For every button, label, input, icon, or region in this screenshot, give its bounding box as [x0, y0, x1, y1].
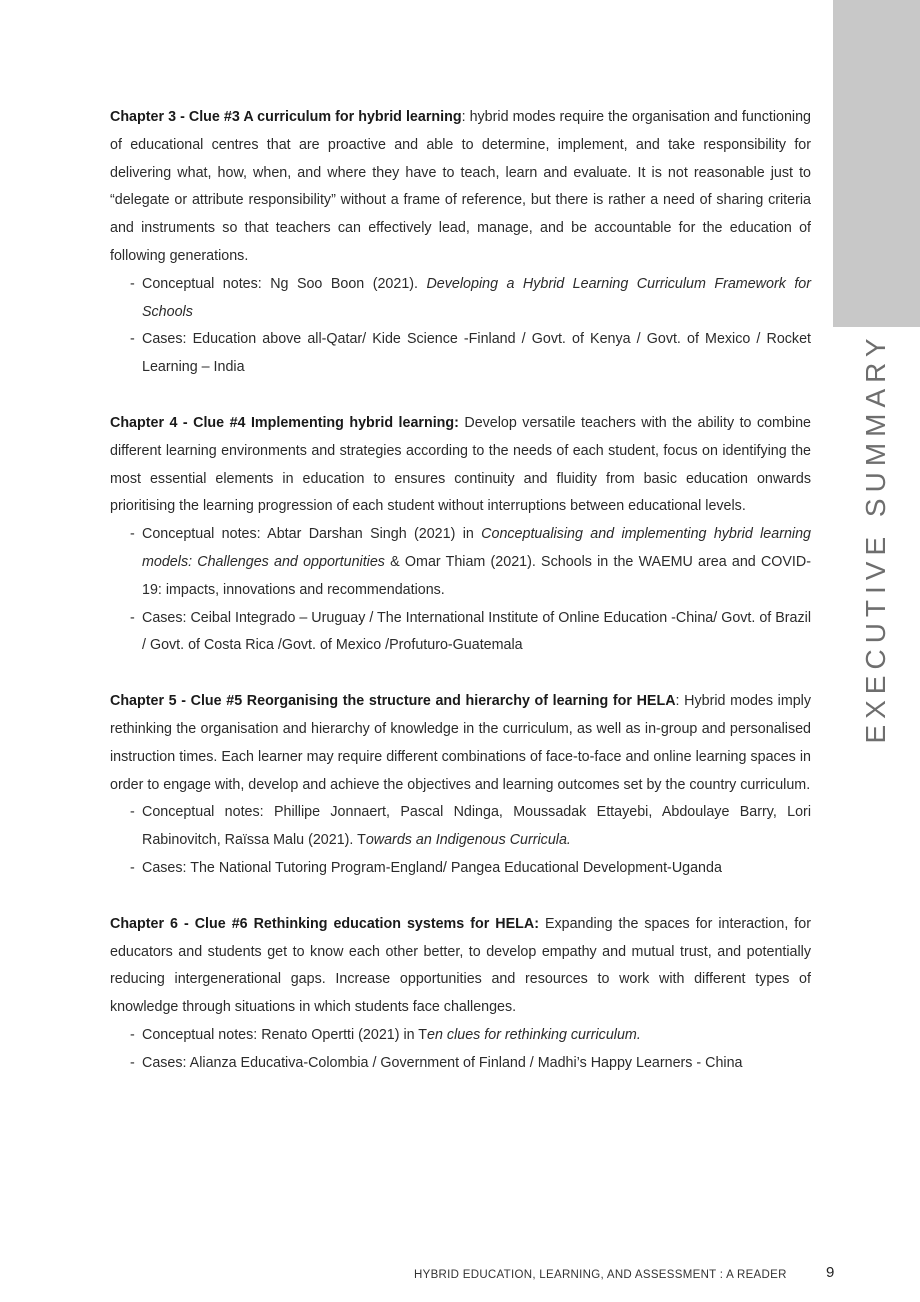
chapter-heading: Chapter 3 - Clue #3 A curriculum for hybrid learning [110, 109, 462, 125]
note-text: Conceptual notes: Renato Opertti (2021) in T [142, 1026, 428, 1043]
chapter-4 [110, 410, 811, 521]
note-text: Conceptual notes: Phillipe Jonnaert, Pascal Ndinga, Moussadak Ettayebi, Abdoulaye Barry, Lori Rabinovitch, Raïssa Malu (2021). T [142, 804, 811, 849]
chapter-body: Expanding the spaces for interaction, for educators and students get to know each other better, to develop empathy and mutual trust, and potentially reducing intergenerational gaps. Increase opportunities and resources to work with different types of knowledge through situations in which students face challenges. [110, 915, 811, 1016]
note-text: Cases: The National Tutoring Program-England/ Pangea Educational Development-Uganda [142, 859, 722, 876]
list-item: - Conceptual notes: Abtar Darshan Singh (2021) in Conceptualising and implementing hybrid learning models: Challenges and opportunities & Omar Thiam (2021). Schools in the WAEMU area and COVID-19: impacts, innovations and recommendations. [130, 526, 811, 598]
section-title: EXECUTIVE SUMMARY [860, 332, 891, 744]
chapter-body: : Hybrid modes imply rethinking the organisation and hierarchy of knowledge in the curriculum, as well as in-group and personalised instruction times. Each learner may require different combinations of face-to-face and online learning spaces in order to engage with, develop and achieve the objectives and learning outcomes set by the country curriculum. [110, 693, 811, 793]
chapter-6 [110, 911, 811, 1022]
list-item: - Cases: The National Tutoring Program-England/ Pangea Educational Development-Uganda [130, 859, 722, 876]
note-text: Conceptual notes: Ng Soo Boon (2021). [142, 275, 427, 292]
chapter-heading: Chapter 5 - Clue #5 Reorganising the structure and hierarchy of learning for HELA [110, 693, 676, 710]
note-text: Conceptual notes: Abtar Darshan Singh (2021) in [142, 526, 482, 543]
list-item: - Cases: Education above all-Qatar/ Kide Science -Finland / Govt. of Kenya / Govt. of Mexico / Rocket Learning – India [130, 331, 811, 376]
list-item: - Conceptual notes: Renato Opertti (2021) in Ten clues for rethinking curriculum. [130, 1026, 641, 1043]
chapter-6-notes [110, 1022, 811, 1078]
chapter-body: : hybrid modes require the organisation and functioning of educational centres that are proactive and able to determine, implement, and take responsibility for delivering what, how, when, and where they have to teach, learn and evaluate. It is not reasonable just to “delegate or attribute responsibility” without a frame of reference, but there is rather a need of sharing criteria and instruments so that teachers can effectively lead, manage, and be accountable for the education of following generations. [110, 109, 812, 264]
chapter-heading: Chapter 6 - Clue #6 Rethinking education systems for HELA: [110, 915, 539, 932]
side-tab [833, 0, 920, 327]
page-number: 9 [826, 1264, 835, 1281]
chapter-body: Develop versatile teachers with the ability to combine different learning environments and strategies according to the needs of each student, focus on identifying the most essential elements in education to ensures continuity and fluidity from basic education onwards prioritising the learning progression of each student without interruptions between educational levels. [110, 414, 811, 515]
note-text: Cases: Alianza Educativa-Colombia / Government of Finland / Madhi’s Happy Learners - China [142, 1054, 743, 1071]
list-item: - Conceptual notes: Ng Soo Boon (2021). Developing a Hybrid Learning Curriculum Framework for Schools [130, 275, 812, 320]
list-item: - Cases: Ceibal Integrado – Uruguay / The International Institute of Online Education -China/ Govt. of Brazil / Govt. of Costa Rica /Govt. of Mexico /Profuturo-Guatemala [130, 609, 811, 654]
chapter-3-notes [110, 271, 811, 382]
note-text: & Omar Thiam (2021). Schools in the WAEMU area and COVID-19: impacts, innovations and recommendations. [142, 553, 811, 598]
note-title: owards an Indigenous Curricula. [365, 832, 571, 849]
list-item: - Cases: Alianza Educativa-Colombia / Government of Finland / Madhi’s Happy Learners - China [130, 1054, 743, 1071]
note-text: Cases: Ceibal Integrado – Uruguay / The International Institute of Online Education -China/ Govt. of Brazil / Govt. of Costa Rica /Govt. of Mexico /Profuturo-Guatemala [142, 609, 811, 654]
chapter-heading: Chapter 4 - Clue #4 Implementing hybrid learning: [110, 414, 459, 431]
note-title: Developing a Hybrid Learning Curriculum Framework for Schools [142, 275, 812, 320]
note-title: en clues for rethinking curriculum. [427, 1026, 641, 1043]
chapter-5 [110, 688, 811, 799]
chapter-4-notes [110, 521, 811, 660]
note-text: Cases: Education above all-Qatar/ Kide Science -Finland / Govt. of Kenya / Govt. of Mexico / Rocket Learning – India [142, 331, 811, 376]
main-content [110, 104, 811, 1078]
note-title: Conceptualising and implementing hybrid learning models: Challenges and opportunities [142, 526, 811, 570]
list-item: - Conceptual notes: Phillipe Jonnaert, Pascal Ndinga, Moussadak Ettayebi, Abdoulaye Barry, Lori Rabinovitch, Raïssa Malu (2021). Towards an Indigenous Curricula. [130, 804, 811, 849]
running-footer: HYBRID EDUCATION, LEARNING, AND ASSESSMENT : A READER [414, 1269, 787, 1281]
chapter-3 [110, 104, 811, 271]
chapter-5-notes [110, 799, 811, 882]
